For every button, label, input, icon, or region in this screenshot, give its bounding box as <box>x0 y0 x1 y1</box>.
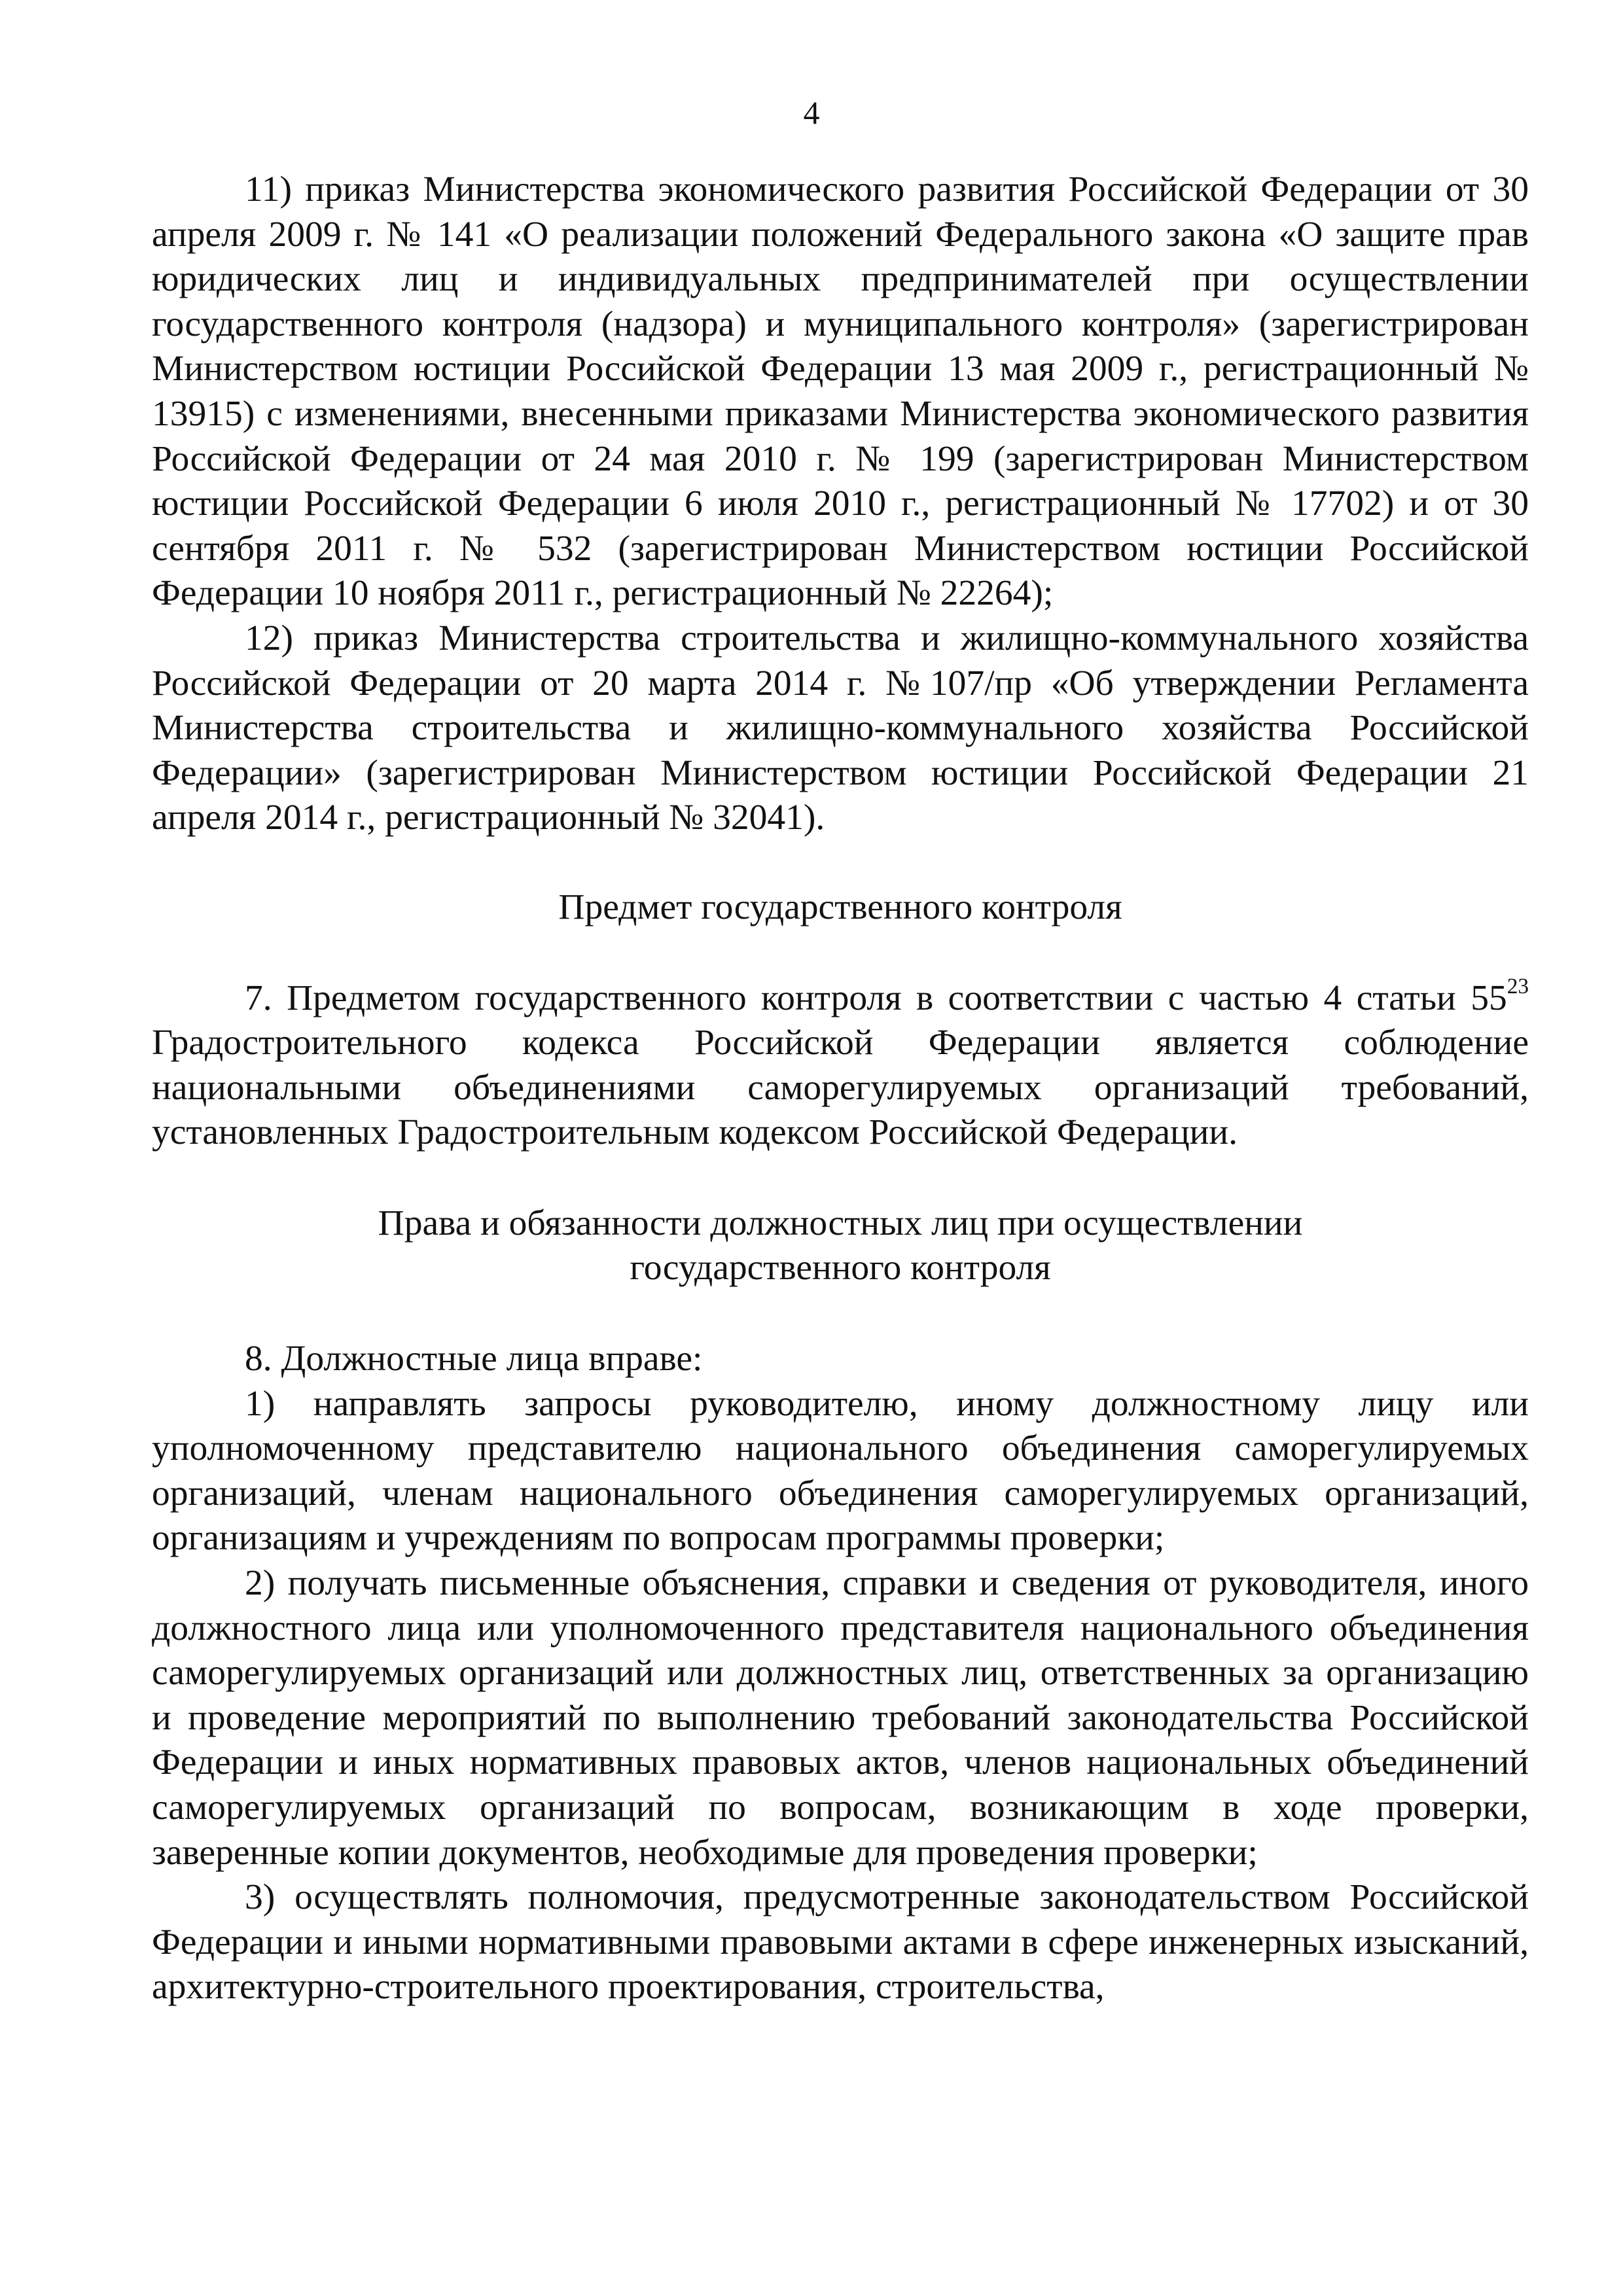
article-superscript: 23 <box>1507 974 1529 998</box>
paragraph-7-text-start: 7. Предметом государственного контроля в соответствии с частью 4 статьи 55 <box>245 978 1507 1018</box>
list-item-8-1: 1) направлять запросы руководителю, иному должностному лицу или уполномоченному представителю национального объединения саморегулируемых организаций, членам национального объединения саморегулируемых организаций, организациям и учреждениям по вопросам программы проверки; <box>152 1383 1529 1559</box>
list-item-8-2: 2) получать письменные объяснения, справки и сведения от руководителя, иного должностного лица или уполномоченного представителя национального объединения саморегулируемых организаций или должностных лиц, ответственных за организацию и проведение мероприятий по выполнению требований законодательства Российской Федерации и иных нормативных правовых актов, членов национальных объединений саморегулируемых организаций по вопросам, возникающим в ходе проверки, заверенные копии документов, необходимые для проведения проверки; <box>152 1563 1529 1873</box>
section-heading-subject: Предмет государственного контроля <box>558 887 1122 927</box>
section-heading-rights <box>152 1201 1529 1291</box>
paragraph-8: 8. Должностные лица вправе: <box>245 1339 703 1379</box>
section-heading-rights-line-2: государственного контроля <box>630 1248 1051 1288</box>
page-number: 4 <box>803 94 820 131</box>
section-heading-rights-line-1: Права и обязанности должностных лиц при осуществлении <box>378 1203 1303 1243</box>
list-item-12: 12) приказ Министерства строительства и жилищно-коммунального хозяйства Российской Федерации от 20 марта 2014 г. №107/пр «Об утверждении Регламента Министерства строительства и жилищно-коммунального хозяйства Российской Федерации» (зарегистрирован Министерством юстиции Российской Федерации 21 апреля 2014 г., регистрационный № 32041). <box>152 618 1529 838</box>
document-body <box>152 168 1529 2010</box>
list-item-8-3: 3) осуществлять полномочия, предусмотренные законодательством Российской Федерации и иными нормативными правовыми актами в сфере инженерных изысканий, архитектурно-строительного проектирования, строительства, <box>152 1877 1529 2007</box>
paragraph-7-text-end: Градостроительного кодекса Российской Федерации является соблюдение национальными объединениями саморегулируемых организаций требований, установленных Градостроительным кодексом Российской Федерации. <box>152 1023 1529 1153</box>
paragraph-7 <box>152 976 1529 1156</box>
list-item-11: 11) приказ Министерства экономического развития Российской Федерации от 30 апреля 2009 г. № 141 «О реализации положений Федерального закона «О защите прав юридических лиц и индивидуальных предпринимателей при осуществлении государственного контроля (надзора) и муниципального контроля» (зарегистрирован Министерством юстиции Российской Федерации 13 мая 2009 г., регистрационный № 13915) с изменениями, внесенными приказами Министерства экономического развития Российской Федерации от 24 мая 2010 г. № 199 (зарегистрирован Министерством юстиции Российской Федерации 6 июля 2010 г., регистрационный № 17702) и от 30 сентября 2011 г. № 532 (зарегистрирован Министерством юстиции Российской Федерации 10 ноября 2011 г., регистрационный № 22264); <box>152 169 1529 614</box>
